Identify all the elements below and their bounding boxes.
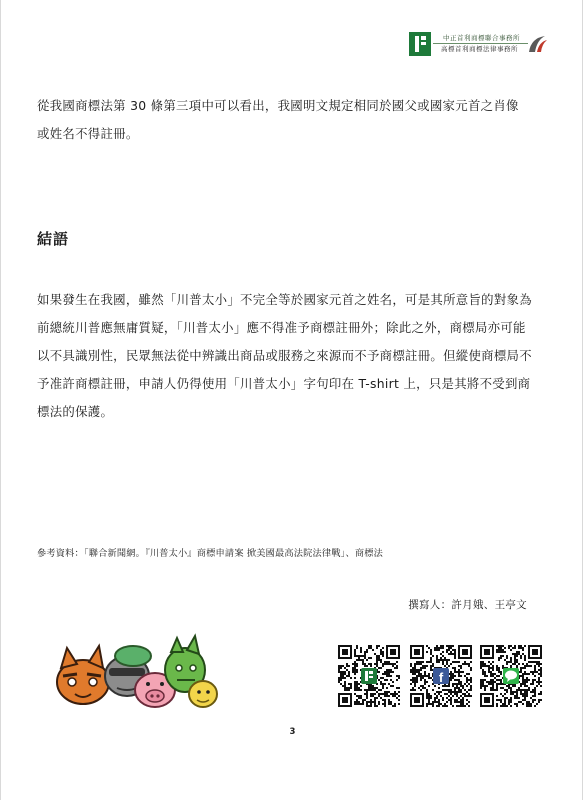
qr-code-website[interactable] <box>338 645 400 707</box>
paragraph-line: 從我國商標法第 30 條第三項中可以看出，我國明文規定相同於國父或國家元首之肖像 <box>37 98 519 113</box>
svg-text:f: f <box>438 670 444 685</box>
reference-note: 參考資料：「聯合新聞網。『川普太小』商標申請案 掀美國最高法院法律戰」、商標法 <box>37 548 384 559</box>
paragraph-line: 以不具識別性，民眾無法從中辨識出商品或服務之來源而不予商標註冊。但縱使商標局不 <box>37 348 532 363</box>
paragraph-line: 標法的保護。 <box>37 404 114 419</box>
company-logo-icon <box>361 668 377 684</box>
paragraph-line: 前總統川普應無庸質疑，「川普太小」應不得准予商標註冊外；除此之外，商標局亦可能 <box>37 320 526 335</box>
paragraph-line: 或姓名不得註冊。 <box>37 126 139 141</box>
mascot-illustration <box>53 630 218 710</box>
paragraph-conclusion <box>37 286 549 426</box>
qr-code-facebook[interactable] <box>410 645 472 707</box>
logo-divider <box>433 43 528 44</box>
logo-firm-name-1: 中正首利商標聯合事務所 <box>443 34 520 42</box>
paragraph-article-30 <box>37 92 549 148</box>
swoosh-icon <box>527 32 549 56</box>
paragraph-line: 如果發生在我國，雖然「川普太小」不完全等於國家元首之姓名，可是其所意旨的對象為 <box>37 292 532 307</box>
facebook-icon <box>433 668 449 685</box>
qr-code-row <box>338 645 548 711</box>
paragraph-line: 予准許商標註冊，申請人仍得使用「川普太小」字句印在 T-shirt 上，只是其將不受到商 <box>37 376 531 391</box>
author-credit: 撰寫人：許月娥、王亭文 <box>408 599 527 611</box>
qr-code-line[interactable] <box>480 645 542 707</box>
line-icon <box>503 668 519 684</box>
page-number: 3 <box>289 727 296 737</box>
header-logo <box>409 30 544 60</box>
firm-logo-icon <box>409 32 431 56</box>
section-heading-conclusion: 結語 <box>37 230 70 248</box>
logo-firm-name-2: 高標首利商標法律事務所 <box>441 45 518 53</box>
